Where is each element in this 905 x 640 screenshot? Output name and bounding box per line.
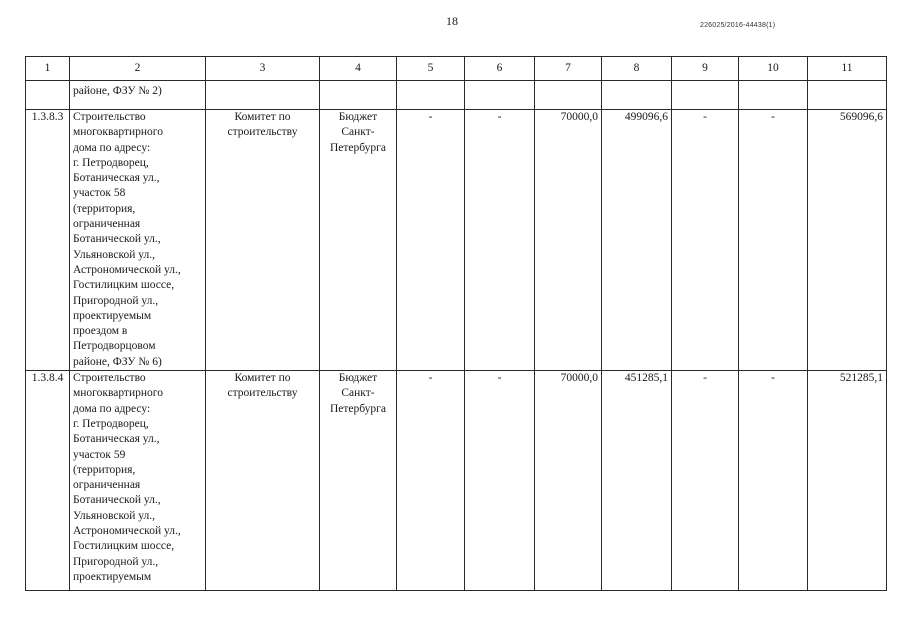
value-cell: 451285,1 bbox=[602, 371, 672, 591]
empty-cell bbox=[535, 81, 602, 110]
name-line: Строительство bbox=[73, 111, 146, 123]
empty-cell bbox=[465, 81, 535, 110]
empty-cell bbox=[206, 81, 320, 110]
source-line: Петербурга bbox=[329, 141, 387, 154]
source-line: Бюджет bbox=[338, 372, 378, 385]
empty-cell bbox=[739, 81, 808, 110]
name-line: Ботаническая ул., bbox=[73, 172, 160, 185]
value-cell: 70000,0 bbox=[535, 371, 602, 591]
name-line: многоквартирного bbox=[73, 387, 163, 400]
empty-cell bbox=[602, 81, 672, 110]
source-line: Санкт- bbox=[341, 126, 375, 139]
empty-cell bbox=[808, 81, 887, 110]
name-line: Пригородной ул., bbox=[73, 555, 159, 568]
column-header: 11 bbox=[808, 57, 887, 81]
name-line: проектируемым bbox=[73, 309, 152, 322]
executor-cell bbox=[206, 371, 320, 591]
name-line: Ульяновской ул., bbox=[73, 509, 156, 522]
name-line: Ботанической ул., bbox=[73, 233, 161, 246]
name-line: проектируемым bbox=[73, 570, 152, 583]
name-line: Гостилицким шоссе, bbox=[73, 540, 175, 553]
value-cell: - bbox=[397, 110, 465, 371]
executor-line: Комитет по bbox=[234, 372, 291, 385]
empty-cell bbox=[26, 81, 70, 110]
column-header: 9 bbox=[672, 57, 739, 81]
source-line: Санкт- bbox=[341, 387, 375, 400]
column-header: 7 bbox=[535, 57, 602, 81]
source-line: Петербурга bbox=[329, 402, 387, 415]
table-row bbox=[26, 371, 887, 591]
column-header: 4 bbox=[320, 57, 397, 81]
table-row bbox=[26, 110, 887, 371]
executor-cell bbox=[206, 110, 320, 371]
empty-cell bbox=[320, 81, 397, 110]
name-line: районе, ФЗУ № 6) bbox=[73, 355, 162, 368]
value-cell: 499096,6 bbox=[602, 110, 672, 371]
name-line: ограниченная bbox=[73, 218, 141, 231]
executor-line: строительству bbox=[227, 126, 298, 139]
empty-cell bbox=[672, 81, 739, 110]
empty-cell bbox=[397, 81, 465, 110]
name-line: ограниченная bbox=[73, 479, 141, 492]
column-header: 3 bbox=[206, 57, 320, 81]
executor-line: строительству bbox=[227, 387, 298, 400]
source-line: Бюджет bbox=[338, 111, 378, 123]
name-line: дома по адресу: bbox=[73, 402, 151, 415]
name-line: Гостилицким шоссе, bbox=[73, 279, 175, 292]
column-header: 2 bbox=[70, 57, 206, 81]
name-line: г. Петродворец, bbox=[73, 156, 149, 169]
total-cell: 521285,1 bbox=[808, 371, 887, 591]
value-cell: - bbox=[465, 371, 535, 591]
name-line: Пригородной ул., bbox=[73, 294, 159, 307]
name-line: (территория, bbox=[73, 202, 136, 215]
name-line: участок 58 bbox=[73, 187, 126, 200]
value-cell: - bbox=[465, 110, 535, 371]
name-line: участок 59 bbox=[73, 448, 126, 461]
value-cell: - bbox=[672, 371, 739, 591]
column-header: 10 bbox=[739, 57, 808, 81]
budget-table bbox=[25, 56, 887, 591]
name-line: Ботанической ул., bbox=[73, 494, 161, 507]
item-name bbox=[70, 371, 206, 591]
name-line: дома по адресу: bbox=[73, 141, 151, 154]
item-name bbox=[70, 110, 206, 371]
name-line: Ульяновской ул., bbox=[73, 248, 156, 261]
name-line: г. Петродворец, bbox=[73, 417, 149, 430]
column-header: 6 bbox=[465, 57, 535, 81]
item-code: 1.3.8.3 bbox=[26, 110, 70, 371]
value-cell: 70000,0 bbox=[535, 110, 602, 371]
name-line: проездом в bbox=[73, 325, 128, 338]
column-header: 8 bbox=[602, 57, 672, 81]
executor-line: Комитет по bbox=[234, 111, 291, 123]
source-cell bbox=[320, 371, 397, 591]
column-header: 1 bbox=[26, 57, 70, 81]
value-cell: - bbox=[739, 110, 808, 371]
value-cell: - bbox=[739, 371, 808, 591]
document-code: 226025/2016-44438(1) bbox=[700, 22, 776, 29]
name-line: многоквартирного bbox=[73, 126, 163, 139]
name-line: Петродворцовом bbox=[73, 340, 156, 353]
continued-name-cell: районе, ФЗУ № 2) bbox=[70, 81, 206, 110]
value-cell: - bbox=[672, 110, 739, 371]
name-line: (территория, bbox=[73, 463, 136, 476]
column-header: 5 bbox=[397, 57, 465, 81]
name-line: Ботаническая ул., bbox=[73, 433, 160, 446]
source-cell bbox=[320, 110, 397, 371]
item-code: 1.3.8.4 bbox=[26, 371, 70, 591]
continued-row bbox=[26, 81, 887, 110]
value-cell: - bbox=[397, 371, 465, 591]
page-number: 18 bbox=[446, 14, 458, 28]
total-cell: 569096,6 bbox=[808, 110, 887, 371]
name-line: Астрономической ул., bbox=[73, 263, 181, 276]
name-line: Строительство bbox=[73, 372, 146, 385]
name-line: Астрономической ул., bbox=[73, 525, 181, 538]
column-number-row bbox=[26, 57, 887, 81]
